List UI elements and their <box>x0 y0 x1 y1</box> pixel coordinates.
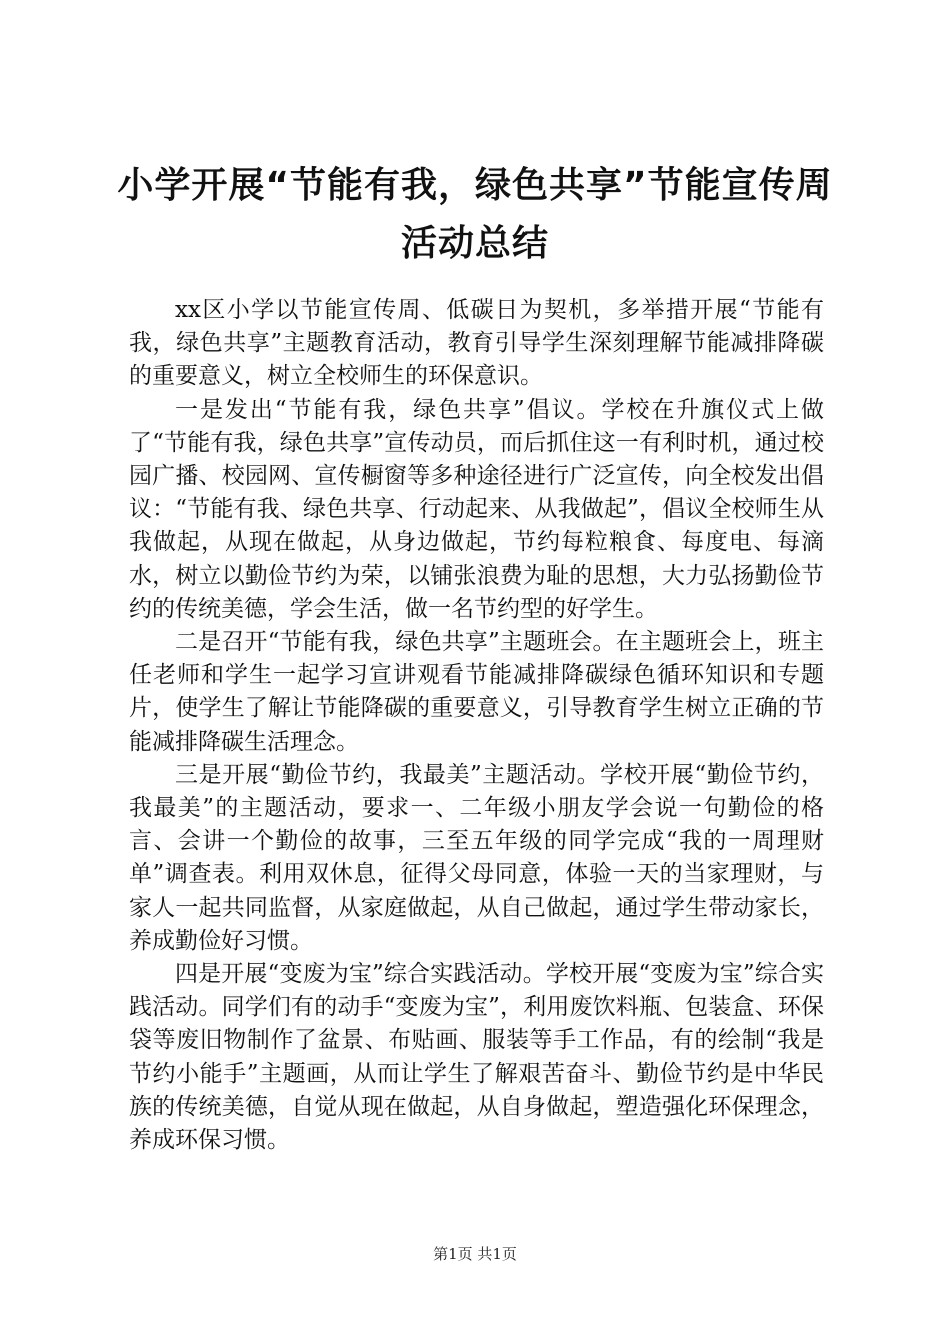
document-title-line-1: 小学开展“节能有我，绿色共享”节能宣传周 <box>117 165 833 206</box>
document-body <box>129 294 824 1157</box>
paragraph-intro: xx区小学以节能宣传周、低碳日为契机，多举措开展“节能有我，绿色共享”主题教育活动，教育引导学生深刻理解节能减排降碳的重要意义，树立全校师生的环保意识。 <box>129 297 824 390</box>
paragraph-class-meeting: 二是召开“节能有我，绿色共享”主题班会。在主题班会上，班主任老师和学生一起学习宣讲观看节能减排降碳绿色循环知识和专题片，使学生了解让节能降碳的重要意义，引导教育学生树立正确的节能减排降碳生活理念。 <box>129 629 824 755</box>
paragraph-recycling-activity: 四是开展“变废为宝”综合实践活动。学校开展“变废为宝”综合实践活动。同学们有的动手“变废为宝”，利用废饮料瓶、包装盒、环保袋等废旧物制作了盆景、布贴画、服装等手工作品，有的绘制“我是节约小能手”主题画，从而让学生了解艰苦奋斗、勤俭节约是中华民族的传统美德，自觉从现在做起，从自身做起，塑造强化环保理念，养成环保习惯。 <box>129 961 824 1154</box>
page-number-footer: 第1页 共1页 <box>433 1245 517 1263</box>
document-title-line-2: 活动总结 <box>400 223 549 264</box>
paragraph-initiative: 一是发出“节能有我，绿色共享”倡议。学校在升旗仪式上做了“节能有我，绿色共享”宣传动员，而后抓住这一有利时机，通过校园广播、校园网、宣传橱窗等多种途径进行广泛宣传，向全校发出倡议：“节能有我、绿色共享、行动起来、从我做起”，倡议全校师生从我做起，从现在做起，从身边做起，节约每粒粮食、每度电、每滴水，树立以勤俭节约为荣，以铺张浪费为耻的思想，大力弘扬勤俭节约的传统美德，学会生活，做一名节约型的好学生。 <box>129 396 824 622</box>
paragraph-frugality-activity: 三是开展“勤俭节约，我最美”主题活动。学校开展“勤俭节约，我最美”的主题活动，要求一、二年级小朋友学会说一句勤俭的格言、会讲一个勤俭的故事，三至五年级的同学完成“我的一周理财单”调查表。利用双休息，征得父母同意，体验一天的当家理财，与家人一起共同监督，从家庭做起，从自己做起，通过学生带动家长，养成勤俭好习惯。 <box>129 761 824 954</box>
